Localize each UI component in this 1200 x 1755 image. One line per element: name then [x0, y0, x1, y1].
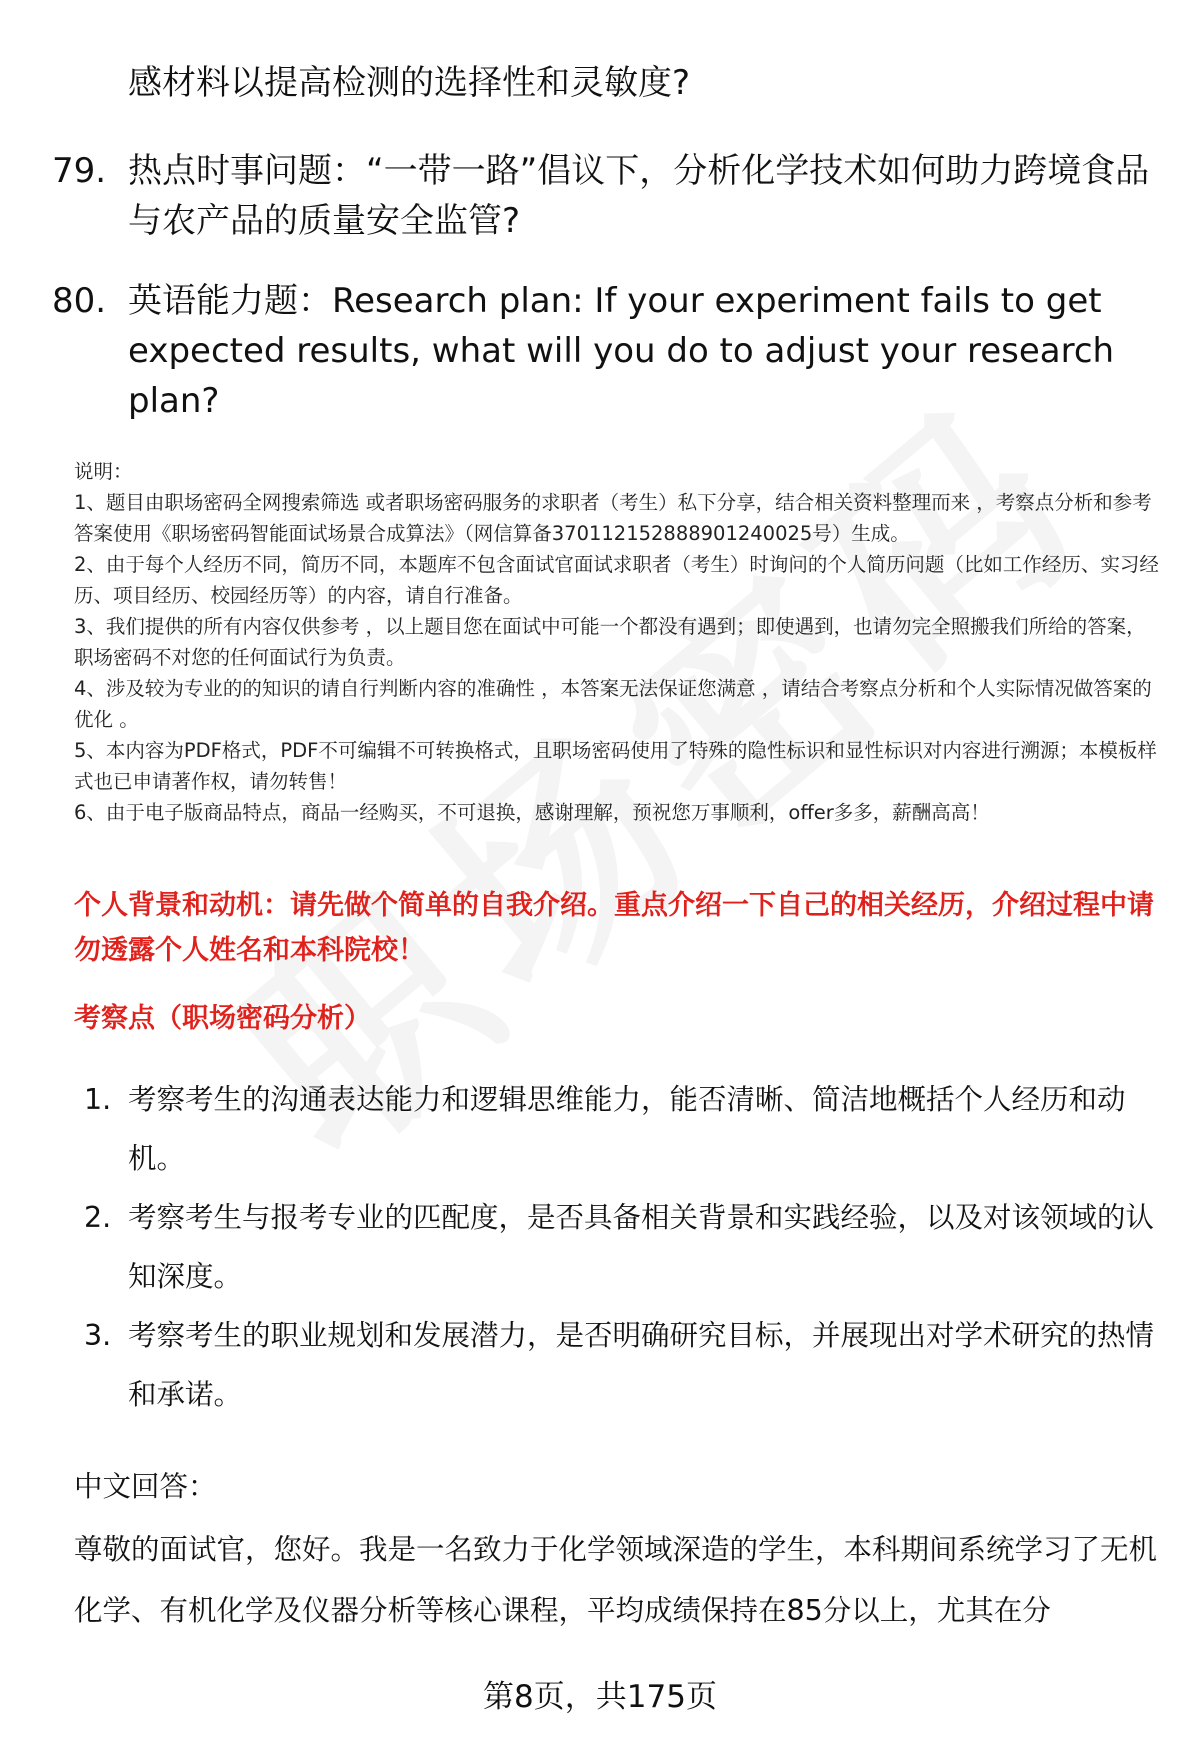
note-item: 1、题目由职场密码全网搜索筛选 或者职场密码服务的求职者（考生）私下分享，结合相关资料整理而来 ，考察点分析和参考答案使用《职场密码智能面试场景合成算法》（网信算备370112152888901240025号）生成。 — [74, 491, 1152, 545]
analysis-point — [74, 1306, 1164, 1424]
question-item — [52, 146, 1152, 246]
point-text: 考察考生的职业规划和发展潜力，是否明确研究目标，并展现出对学术研究的热情和承诺。 — [128, 1319, 1155, 1411]
answer-label: 中文回答： — [74, 1470, 217, 1503]
analysis-point — [74, 1188, 1164, 1306]
answer-text: 尊敬的面试官，您好。我是一名致力于化学领域深造的学生，本科期间系统学习了无机化学、有机化学及仪器分析等核心课程，平均成绩保持在85分以上，尤其在分 — [74, 1533, 1158, 1627]
note-item: 6、由于电子版商品特点，商品一经购买，不可退换，感谢理解，预祝您万事顺利，offer多多，薪酬高高！ — [74, 801, 990, 824]
point-number: 3. — [84, 1319, 112, 1352]
note-item: 4、涉及较为专业的的知识的请自行判断内容的准确性 ，本答案无法保证您满意 ，请结合考察点分析和个人实际情况做答案的优化 。 — [74, 677, 1152, 731]
question-number: 79. — [52, 151, 107, 191]
question-text: 热点时事问题：“一带一路”倡议下，分析化学技术如何助力跨境食品与农产品的质量安全监管? — [128, 151, 1150, 241]
analysis-points-list — [74, 1070, 1164, 1424]
note-item: 3、我们提供的所有内容仅供参考 ，以上题目您在面试中可能一个都没有遇到；即使遇到，也请勿完全照搬我们所给的答案，职场密码不对您的任何面试行为负责。 — [74, 615, 1146, 669]
note-item: 5、本内容为PDF格式，PDF不可编辑不可转换格式，且职场密码使用了特殊的隐性标识和显性标识对内容进行溯源；本模板样式也已申请著作权，请勿转售！ — [74, 739, 1157, 793]
analysis-point — [74, 1070, 1164, 1188]
point-text: 考察考生的沟通表达能力和逻辑思维能力，能否清晰、简洁地概括个人经历和动机。 — [128, 1083, 1126, 1175]
disclaimer-notes — [74, 456, 1164, 828]
question-continuation: 感材料以提高检测的选择性和灵敏度? — [128, 63, 691, 103]
analysis-heading: 考察点（职场密码分析） — [74, 1003, 371, 1034]
question-item — [52, 276, 1152, 426]
current-question-heading: 个人背景和动机：请先做个简单的自我介绍。重点介绍一下自己的相关经历，介绍过程中请勿透露个人姓名和本科院校！ — [74, 890, 1154, 966]
point-text: 考察考生与报考专业的匹配度，是否具备相关背景和实践经验，以及对该领域的认知深度。 — [128, 1201, 1155, 1293]
notes-title: 说明： — [74, 460, 133, 483]
point-number: 1. — [84, 1083, 112, 1116]
page-footer: 第8页，共175页 — [483, 1679, 717, 1715]
point-number: 2. — [84, 1201, 112, 1234]
question-text: 英语能力题：Research plan: If your experiment fails to get expected results, what will you do to adjust your research plan? — [128, 281, 1115, 421]
note-item: 2、由于每个人经历不同，简历不同，本题库不包含面试官面试求职者（考生）时询问的个人简历问题（比如工作经历、实习经历、项目经历、校园经历等）的内容，请自行准备。 — [74, 553, 1159, 607]
question-number: 80. — [52, 281, 107, 321]
